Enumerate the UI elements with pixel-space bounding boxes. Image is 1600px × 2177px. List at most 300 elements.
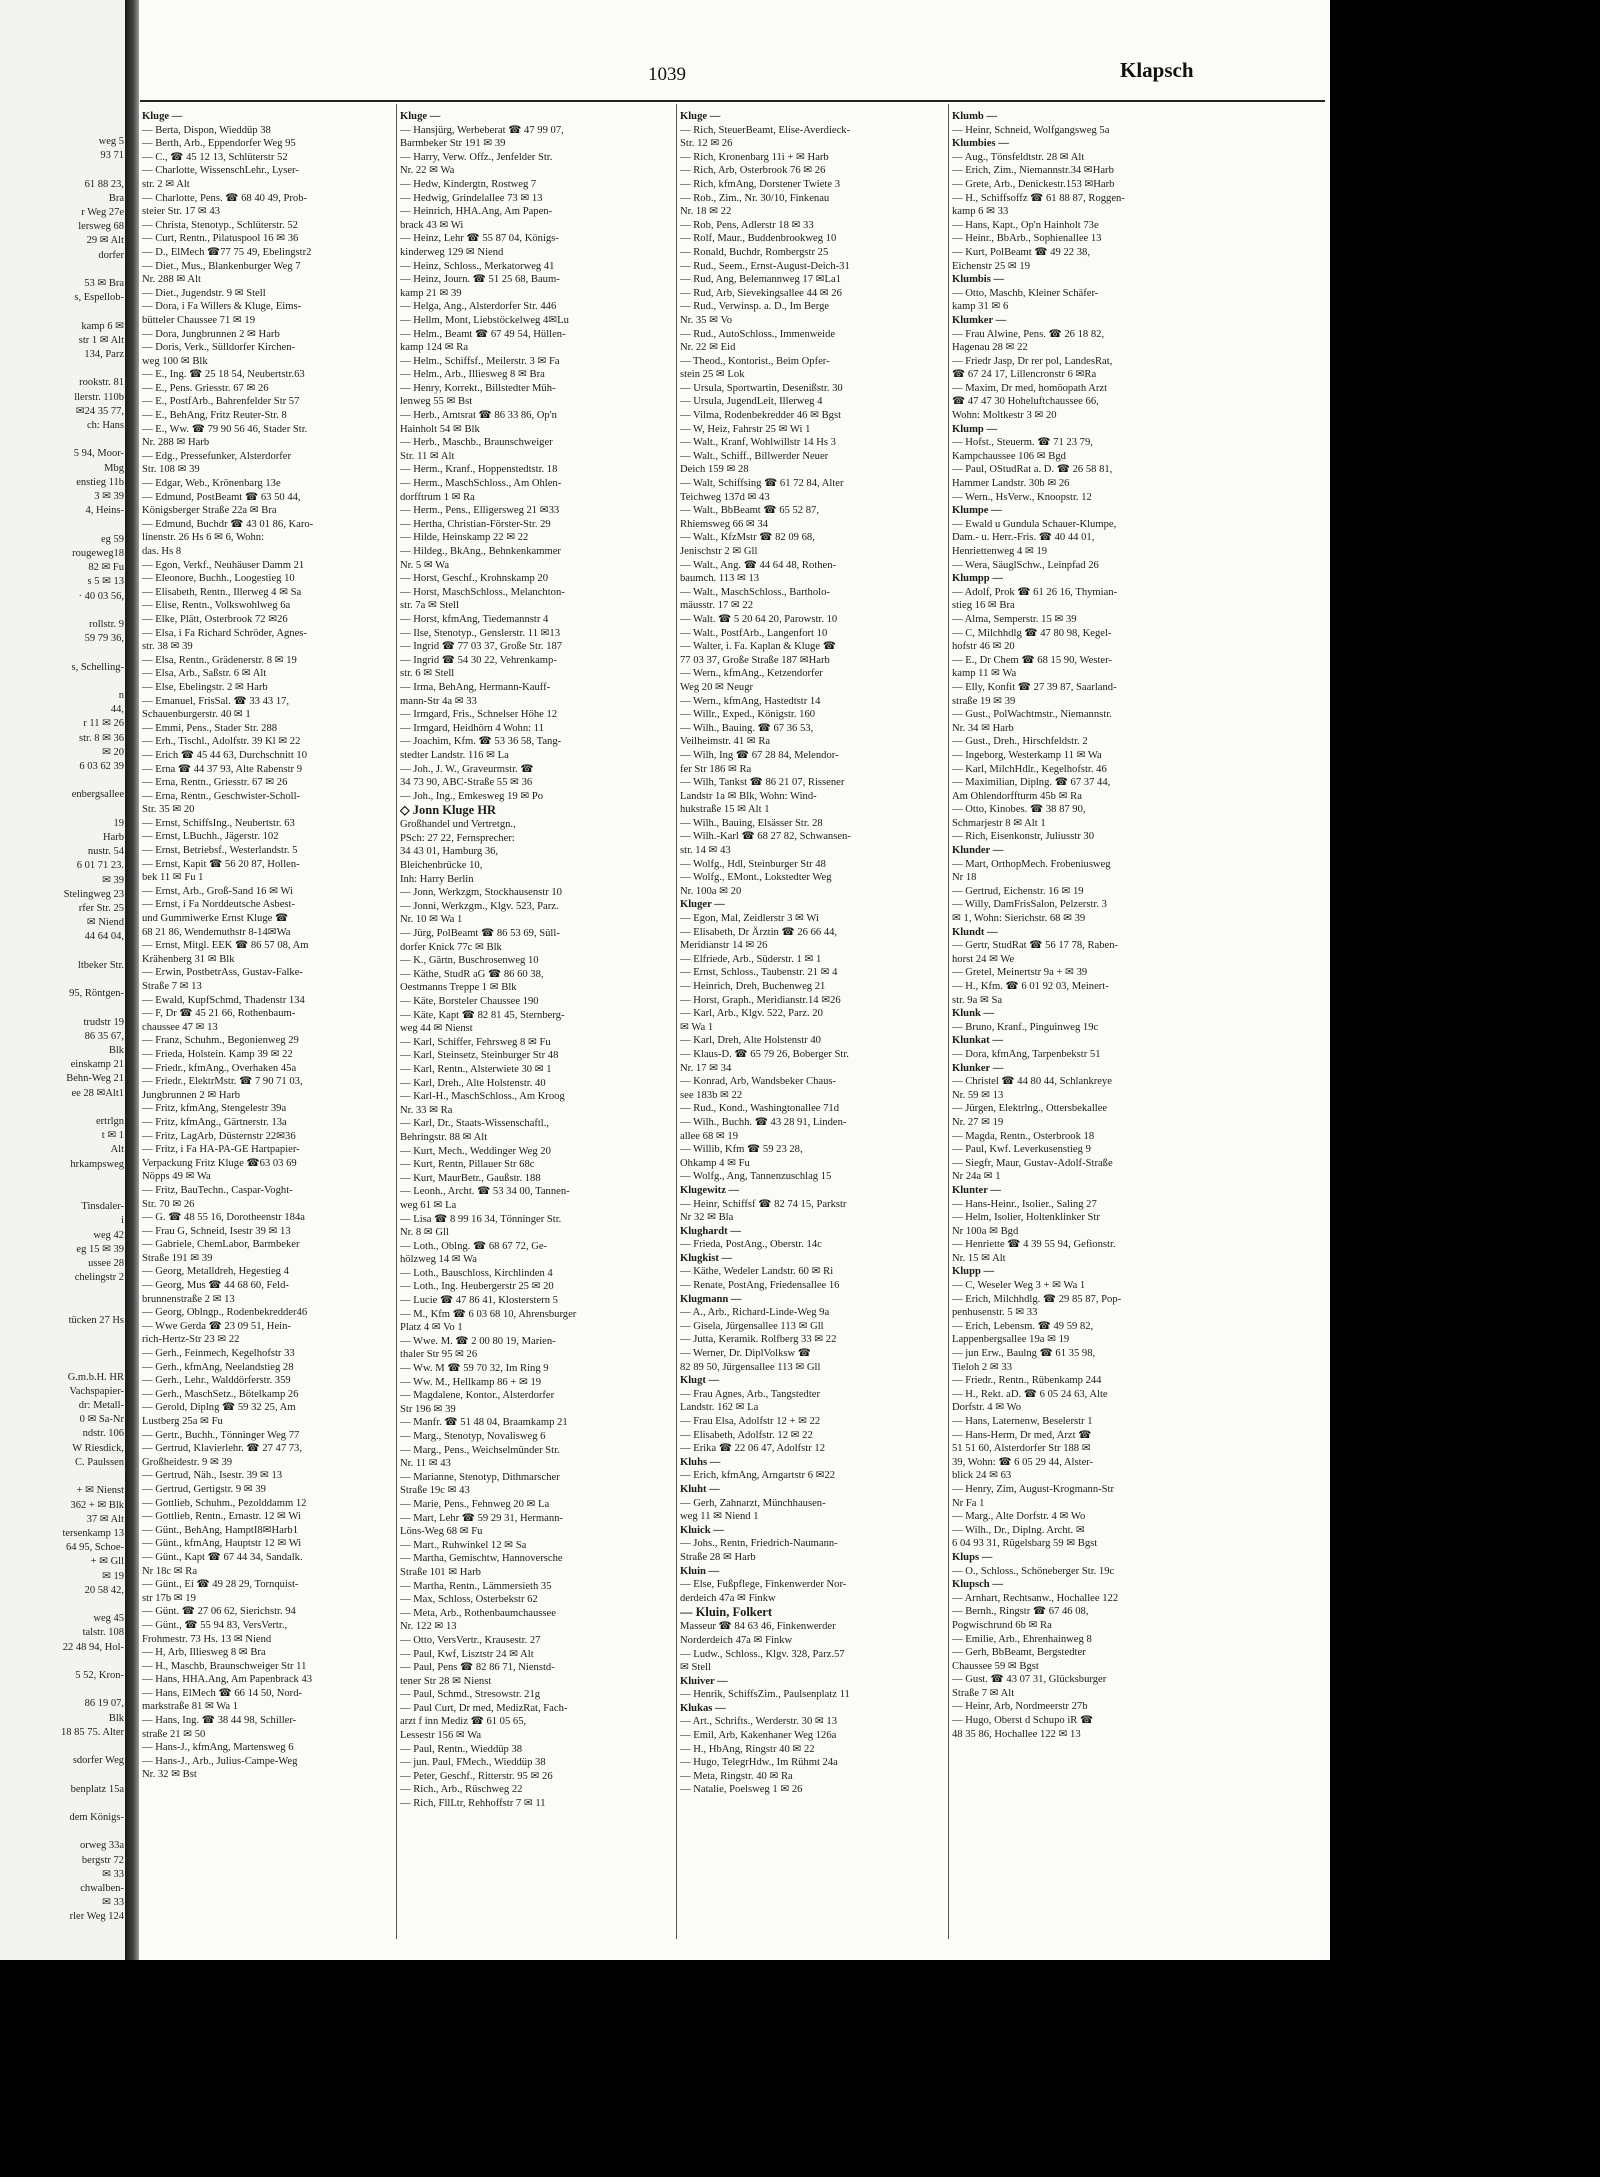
previous-page-fragment: rfer Str. 25 xyxy=(78,902,124,914)
previous-page-fragment: rookstr. 81 xyxy=(79,377,124,389)
directory-entry-line: Nr 32 ✉ Bla xyxy=(680,1212,734,1224)
directory-entry-line: — Diet., Mus., Blankenburger Weg 7 xyxy=(142,260,301,272)
directory-entry-line: — H., HbAng, Ringstr 40 ✉ 22 xyxy=(680,1743,815,1755)
previous-page-fragment xyxy=(2,362,124,376)
previous-page-fragment xyxy=(2,263,124,277)
directory-entry-line: — Walt., Kranf, Wohlwillstr 14 Hs 3 xyxy=(680,437,836,449)
directory-entry-line: — Ilse, Stenotyp., Genslerstr. 11 ✉13 xyxy=(400,627,561,639)
previous-page-fragment: ✉ 19 xyxy=(102,1570,124,1582)
page-number: 1039 xyxy=(648,64,686,85)
directory-entry-line: — Maxim, Dr med, homöopath Arzt xyxy=(952,382,1108,394)
previous-page-fragment: + ✉ Nienst xyxy=(76,1485,124,1497)
previous-page-fragment: 44, xyxy=(110,704,124,716)
directory-entry-line: markstraße 81 ✉ Wa 1 xyxy=(142,1701,239,1713)
surname-heading: Klukas — xyxy=(680,1702,726,1714)
directory-entry-line: Nr. 100a ✉ 20 xyxy=(680,885,742,897)
directory-entry-line: — Willr., Exped., Königstr. 160 xyxy=(680,709,816,721)
surname-heading: Klumpe — xyxy=(952,505,1002,517)
directory-entry-line: — Gottlieb, Schuhm., Pezolddamm 12 xyxy=(142,1497,307,1509)
directory-entry-line: — Rud, Ang, Belemannweg 17 ✉La1 xyxy=(680,274,841,286)
directory-entry-line: — Georg, Metalldreh, Hegestieg 4 xyxy=(142,1266,289,1278)
directory-entry-line: kamp 6 ✉ 33 xyxy=(952,206,1009,218)
directory-entry-line: — Kluin, Folkert xyxy=(680,1605,773,1620)
column-2 xyxy=(400,110,658,1940)
directory-entry-line: — Max, Schloss, Osterbekstr 62 xyxy=(400,1594,538,1606)
directory-entry-line: — Hilde, Heinskamp 22 ✉ 22 xyxy=(400,532,529,544)
directory-entry-line: — Gerh., kfmAng, Neelandstieg 28 xyxy=(142,1361,294,1373)
directory-entry-line: — Elise, Rentn., Volkswohlweg 6a xyxy=(142,600,291,612)
directory-entry-line: hofstr 46 ✉ 20 xyxy=(952,641,1015,653)
directory-entry-line: — Charlotte, Pens. ☎ 68 40 49, Prob- xyxy=(142,192,308,204)
directory-entry-line: — Hans-Heinr., Isolier., Saling 27 xyxy=(952,1198,1097,1210)
directory-entry-line: — Hans, ElMech ☎ 66 14 50, Nord- xyxy=(142,1687,303,1699)
directory-entry-line: Straße 191 ✉ 39 xyxy=(142,1252,213,1264)
directory-entry-line: Lappenbergsallee 19a ✉ 19 xyxy=(952,1334,1070,1346)
previous-page-fragment: r 11 ✉ 26 xyxy=(83,718,124,730)
directory-entry-line: das. Hs 8 xyxy=(142,546,182,557)
directory-entry-line: — C, Milchhdlg ☎ 47 80 98, Kegel- xyxy=(952,627,1112,639)
directory-entry-line: — Paul, Kwf. Leverkusenstieg 9 xyxy=(952,1144,1091,1156)
surname-heading: Klughardt — xyxy=(680,1225,741,1237)
directory-entry-line: — Hertha, Christian-Förster-Str. 29 xyxy=(400,518,551,530)
directory-entry-line: kamp 31 ✉ 6 xyxy=(952,301,1009,313)
directory-entry-line: — Wern., kfmAng, Hastedtstr 14 xyxy=(680,695,821,707)
previous-page-fragment: ✉ Niend xyxy=(86,917,124,929)
directory-entry-line: — Bernh., Ringstr ☎ 67 46 08, xyxy=(952,1606,1089,1618)
directory-entry-line: — E., PostfArb., Bahrenfelder Str 57 xyxy=(142,396,300,408)
directory-entry-line: — Erich, kfmAng, Arngartstr 6 ✉22 xyxy=(680,1470,836,1482)
previous-page-fragment: str 1 ✉ Alt xyxy=(78,334,124,346)
directory-entry-line: — Emil, Arb, Kakenhaner Weg 126a xyxy=(680,1730,837,1742)
surname-heading: Klumbies — xyxy=(952,138,1009,150)
directory-entry-line: Str. 12 ✉ 26 xyxy=(680,138,733,150)
directory-entry-line: — Günt., ☎ 55 94 83, VersVertr., xyxy=(142,1619,288,1631)
directory-entry-line: Henriettenweg 4 ✉ 19 xyxy=(952,546,1048,557)
directory-entry-line: 34 43 01, Hamburg 36, xyxy=(400,846,499,858)
directory-entry-line: Wohn: Moltkestr 3 ✉ 20 xyxy=(952,410,1057,422)
directory-entry-line: — G. ☎ 48 55 16, Dorotheenstr 184a xyxy=(142,1212,305,1224)
directory-entry-line: — Emanuel, FrisSal. ☎ 33 43 17, xyxy=(142,695,290,707)
surname-heading: Klugt — xyxy=(680,1375,720,1387)
directory-entry-line: — Ernst, SchiffsIng., Neubertstr. 63 xyxy=(142,817,295,829)
directory-entry-line: Nr. 18 ✉ 22 xyxy=(680,206,732,218)
directory-entry-line: Nr 100a ✉ Bgd xyxy=(952,1225,1019,1237)
directory-entry-line: — Heinr, Schneid, Wolfgangsweg 5a xyxy=(952,124,1110,136)
directory-entry-line: — Elfriede, Arb., Süderstr. 1 ✉ 1 xyxy=(680,953,822,965)
previous-page-fragment xyxy=(2,1797,124,1811)
previous-page-fragment: 59 79 36, xyxy=(84,633,124,645)
directory-entry-line: — H., Rekt. aD. ☎ 6 05 24 63, Alte xyxy=(952,1388,1108,1400)
previous-page-fragment: llerstr. 110b xyxy=(74,391,124,403)
previous-page-fragment xyxy=(2,1598,124,1612)
column-1 xyxy=(142,110,400,1940)
directory-entry-line: — Diet., Jugendstr. 9 ✉ Stell xyxy=(142,287,266,299)
directory-entry-line: Weg 20 ✉ Neugr xyxy=(680,681,754,693)
previous-page-fragment xyxy=(2,1172,124,1186)
directory-entry-line: — Rich, Arb, Osterbrook 76 ✉ 26 xyxy=(680,165,826,177)
previous-page-fragment: 95, Röntgen- xyxy=(69,988,124,1000)
directory-entry-line: — Paul, Schmd., Stresowstr. 21g xyxy=(400,1689,541,1701)
directory-entry-line: — Paul, OStudRat a. D. ☎ 26 58 81, xyxy=(952,464,1113,476)
directory-entry-line: — Joh., J. W., Graveurmstr. ☎ xyxy=(400,763,534,775)
directory-entry-line: — Ronald, Buchdr, Rombergstr 25 xyxy=(680,246,829,258)
previous-page-fragment: trudstr 19 xyxy=(83,1016,124,1028)
directory-entry-line: stedter Landstr. 116 ✉ La xyxy=(400,749,509,761)
directory-entry-line: — Ernst, Schloss., Taubenstr. 21 ✉ 4 xyxy=(680,967,838,979)
directory-entry-line: — H., Maschb, Braunschweiger Str 11 xyxy=(142,1660,307,1672)
directory-entry-line: — Loth., Bauschloss, Kirchlinden 4 xyxy=(400,1267,553,1279)
directory-entry-line: 48 35 86, Hochallee 122 ✉ 13 xyxy=(952,1728,1081,1740)
directory-entry-line: 68 21 86, Wendemuthstr 8-14✉Wa xyxy=(142,926,291,938)
directory-entry-line: — Helm., Schiffsf., Meilerstr. 3 ✉ Fa xyxy=(400,355,560,367)
directory-entry-line: — Günt., BehAng, HamptI8✉Harb1 xyxy=(142,1524,298,1536)
directory-entry-line: — Hans, Laternenw, Beselerstr 1 xyxy=(952,1416,1093,1427)
directory-entry-line: — Kurt, PolBeamt ☎ 49 22 38, xyxy=(952,246,1090,258)
directory-entry-line: Straße 19c ✉ 43 xyxy=(400,1485,470,1497)
directory-entry-line: — Leonh., Archt. ☎ 53 34 00, Tannen- xyxy=(400,1186,570,1198)
directory-entry-line: — Erwin, PostbetrAss, Gustav-Falke- xyxy=(142,967,303,979)
directory-entry-line: ✉ 1, Wohn: Sierichstr. 68 ✉ 39 xyxy=(952,913,1086,925)
directory-entry-line: — Walt., PostfArb., Langenfort 10 xyxy=(680,627,828,639)
directory-entry-line: — Hedw, Kindergtn, Rostweg 7 xyxy=(400,178,537,190)
directory-entry-line: — Paul, Kwf, Lisztstr 24 ✉ Alt xyxy=(400,1648,534,1660)
previous-page-fragment: kamp 6 ✉ xyxy=(81,320,124,332)
previous-page-fragment: G.m.b.H. HR xyxy=(67,1371,124,1383)
directory-entry-line: — Loth., Ing. Heubergerstr 25 ✉ 20 xyxy=(400,1281,554,1293)
directory-entry-line: — jun. Paul, FMech., Wieddüp 38 xyxy=(400,1757,546,1769)
directory-entry-line: — Fritz, i Fa HA-PA-GE Hartpapier- xyxy=(142,1144,300,1156)
directory-entry-line: ☎ 67 24 17, Lillencronstr 6 ✉Ra xyxy=(952,369,1097,381)
directory-entry-line: — Else, Ebelingstr. 2 ✉ Harb xyxy=(142,681,268,693)
previous-page-fragment xyxy=(2,774,124,788)
directory-entry-line: — Frieda, PostAng., Oberstr. 14c xyxy=(680,1239,822,1251)
directory-entry-line: Frohmestr. 73 Hs. 13 ✉ Niend xyxy=(142,1633,272,1645)
previous-page-fragment: dr: Metall- xyxy=(78,1400,124,1412)
previous-page-fragment: Alt xyxy=(110,1144,124,1156)
directory-entry-line: — Herm., Pens., Elligersweg 21 ✉33 xyxy=(400,505,560,517)
directory-entry-line: Nr. 33 ✉ Ra xyxy=(400,1104,453,1116)
directory-entry-line: Am Ohlendorffturm 45b ✉ Ra xyxy=(952,790,1082,802)
directory-entry-line: str. 2 ✉ Alt xyxy=(142,178,190,190)
directory-entry-line: — Karl, Dreh., Alte Holstenstr. 40 xyxy=(400,1077,546,1089)
directory-entry-line: — Wilh, Tankst ☎ 86 21 07, Rissener xyxy=(680,777,845,789)
directory-entry-line: — Heinr, Arb, Nordmeerstr 27b xyxy=(952,1701,1088,1713)
previous-page-fragment xyxy=(2,604,124,618)
surname-heading: Klunter — xyxy=(952,1184,1001,1196)
directory-entry-line: str. 7a ✉ Stell xyxy=(400,600,459,612)
previous-page-fragment: tücken 27 Hs xyxy=(68,1314,124,1326)
scan-border-bottom xyxy=(0,1960,1600,2177)
directory-entry-line: — Rolf, Maur., Buddenbrookweg 10 xyxy=(680,233,837,245)
directory-entry-line: — Jürgen, Elektrlng., Ottersbekallee xyxy=(952,1103,1108,1115)
directory-entry-line: Straße 101 ✉ Harb xyxy=(400,1566,481,1578)
directory-entry-line: allee 68 ✉ 19 xyxy=(680,1130,739,1142)
directory-entry-line: — Helga, Ang., Alsterdorfer Str. 446 xyxy=(400,301,557,313)
directory-entry-line: — Heinz, Schloss., Merkatorweg 41 xyxy=(400,260,555,272)
directory-entry-line: und Gummiwerke Ernst Kluge ☎ xyxy=(142,913,289,925)
directory-entry-line: Straße 7 ✉ 13 xyxy=(142,981,202,992)
previous-page-fragment: weg 45 xyxy=(93,1613,124,1625)
previous-page-fragment: weg 5 xyxy=(98,136,124,147)
directory-entry-line: — Joachim, Kfm. ☎ 53 36 58, Tang- xyxy=(400,736,562,748)
previous-page-fragment: str. 8 ✉ 36 xyxy=(79,732,124,744)
directory-entry-line: tener Str 28 ✉ Nienst xyxy=(400,1675,492,1687)
previous-page-fragment xyxy=(2,1342,124,1356)
directory-entry-line: — Hugo, Oberst d Schupo iR ☎ xyxy=(952,1715,1094,1727)
previous-page-fragment: chelingstr 2 xyxy=(74,1272,124,1284)
directory-entry-line: baumch. 113 ✉ 13 xyxy=(680,573,760,585)
previous-page-fragment xyxy=(2,1655,124,1669)
previous-page-fragment: 6 01 71 23. xyxy=(76,860,124,872)
directory-entry-line: — Arnhart, Rechtsanw., Hochallee 122 xyxy=(952,1592,1119,1604)
column-divider xyxy=(948,104,949,1939)
previous-page-fragment: s, Schelling- xyxy=(71,661,124,673)
directory-entry-line: — Heinr., BbArb., Sophienallee 13 xyxy=(952,233,1102,245)
directory-entry-line: stieg 16 ✉ Bra xyxy=(952,600,1015,612)
previous-page-fragment xyxy=(2,945,124,959)
directory-entry-line: Inh: Harry Berlin xyxy=(400,873,474,885)
directory-entry-line: — Hans, HHA.Ang, Am Papenbrack 43 xyxy=(142,1674,313,1686)
directory-entry-line: — Gertrud, Eichenstr. 16 ✉ 19 xyxy=(952,885,1084,897)
directory-entry-line: Str. 11 ✉ Alt xyxy=(400,450,455,462)
directory-entry-line: Norderdeich 47a ✉ Finkw xyxy=(680,1634,793,1646)
previous-page-fragment: Blk xyxy=(108,1045,124,1056)
directory-entry-line: — Rud., Kond., Washingtonallee 71d xyxy=(680,1103,840,1115)
directory-entry-line: — Ingrid ☎ 77 03 37, Große Str. 187 xyxy=(400,641,563,653)
directory-entry-line: — Wilh., Dr., Diplng. Archt. ✉ xyxy=(952,1524,1085,1536)
directory-entry-line: — Edmund, PostBeamt ☎ 63 50 44, xyxy=(142,491,301,503)
previous-page-fragment: nustr. 54 xyxy=(87,846,124,858)
directory-entry-line: hukstraße 15 ✉ Alt 1 xyxy=(680,804,770,816)
directory-entry-line: — Rich., Arb., Rüschweg 22 xyxy=(400,1784,523,1796)
directory-entry-line: weg 11 ✉ Niend 1 xyxy=(680,1511,759,1523)
previous-page-fragment: 19 xyxy=(113,817,124,829)
directory-entry-line: — Gerh., Feinmech, Kegelhofstr 33 xyxy=(142,1348,295,1360)
directory-entry-line: — Magdalene, Kontor., Alsterdorfer xyxy=(400,1390,555,1402)
previous-page-fragment: orweg 33a xyxy=(79,1840,124,1852)
previous-page-fragment xyxy=(2,1470,124,1484)
directory-entry-line: — Frau Alwine, Pens. ☎ 26 18 82, xyxy=(952,328,1105,340)
directory-entry-line: ✉ Wa 1 xyxy=(680,1021,714,1033)
directory-entry-line: — Günt., kfmAng, Hauptstr 12 ✉ Wi xyxy=(142,1538,302,1550)
previous-page-fragment: tersenkamp 13 xyxy=(62,1527,124,1539)
previous-page-fragment: talstr. 108 xyxy=(82,1627,124,1639)
previous-page-fragment xyxy=(2,1285,124,1299)
previous-page-fragment: Tinsdaler- xyxy=(81,1201,124,1213)
directory-entry-line: — Käthe, Wedeler Landstr. 60 ✉ Ri xyxy=(680,1266,834,1278)
directory-entry-line: Straße 7 ✉ Alt xyxy=(952,1687,1015,1699)
directory-entry-line: — Horst, Geschf., Krohnskamp 20 xyxy=(400,573,548,585)
previous-page-fragment: 0 ✉ Sa-Nr xyxy=(79,1414,124,1426)
directory-entry-line: — Marg., Alte Dorfstr. 4 ✉ Wo xyxy=(952,1511,1086,1523)
previous-page-fragment: Stelingweg 23 xyxy=(63,888,124,900)
directory-entry-line: — Jutta, Keramik. Rolfberg 33 ✉ 22 xyxy=(680,1334,837,1346)
directory-entry-line: — Mart, OrthopMech. Frobeniusweg xyxy=(952,858,1111,870)
directory-entry-line: — Herm., MaschSchloss., Am Ohlen- xyxy=(400,478,562,490)
directory-entry-line: Schmarjestr 8 ✉ Alt 1 xyxy=(952,817,1046,829)
previous-page-fragment: Bra xyxy=(108,192,124,204)
directory-entry-line: — E., BehAng, Fritz Reuter-Str. 8 xyxy=(142,410,287,422)
surname-heading: Klunkat — xyxy=(952,1035,1003,1047)
directory-entry-line: — Rob, Pens, Adlerstr 18 ✉ 33 xyxy=(680,219,814,231)
directory-entry-line: — Maximilian, Diplng. ☎ 67 37 44, xyxy=(952,777,1111,789)
directory-entry-line: — Frieda, Holstein. Kamp 39 ✉ 22 xyxy=(142,1048,293,1060)
directory-entry-line: — Konrad, Arb, Wandsbeker Chaus- xyxy=(680,1076,837,1088)
directory-entry-line: — Hugo, TelegrHdw., Im Rühmt 24a xyxy=(680,1757,838,1769)
previous-page-fragment: Mbg xyxy=(104,462,124,474)
previous-page-fragment: 4, Heins- xyxy=(85,505,124,517)
directory-entry-line: — Ingeborg, Westerkamp 11 ✉ Wa xyxy=(952,749,1102,761)
directory-entry-line: Nr. 15 ✉ Alt xyxy=(952,1252,1006,1264)
directory-entry-line: — Rud., AutoSchloss., Immenweide xyxy=(680,328,836,340)
directory-entry-line: — Klaus-D. ☎ 65 79 26, Boberger Str. xyxy=(680,1048,849,1060)
directory-entry-line: — Karl, Dreh, Alte Holstenstr 40 xyxy=(680,1035,821,1047)
directory-entry-line: — Jonni, Werkzgm., Klgv. 523, Parz. xyxy=(400,900,559,912)
directory-entry-line: — Henriette ☎ 4 39 55 94, Gefionstr. xyxy=(952,1239,1116,1251)
directory-entry-line: — Herb., Amtsrat ☎ 86 33 86, Op'n xyxy=(400,410,557,422)
previous-page-fragment: ✉ 39 xyxy=(102,874,124,886)
directory-entry-line: — Hans-J., Arb., Julius-Campe-Weg xyxy=(142,1755,298,1767)
directory-entry-line: stein 25 ✉ Lok xyxy=(680,369,745,381)
directory-entry-line: — Käthe, StudR aG ☎ 86 60 38, xyxy=(400,968,544,980)
directory-entry-line: — Gust., Dreh., Hirschfeldstr. 2 xyxy=(952,736,1088,748)
directory-entry-line: — Walt., Schiff., Billwerder Neuer xyxy=(680,450,829,462)
directory-entry-line: thaler Str 95 ✉ 26 xyxy=(400,1349,478,1361)
directory-entry-line: — Heinz, Lehr ☎ 55 87 04, Königs- xyxy=(400,233,559,245)
directory-entry-line: Nr. 10 ✉ Wa 1 xyxy=(400,914,463,926)
directory-entry-line: — Elsa, i Fa Richard Schröder, Agnes- xyxy=(142,627,307,639)
directory-entry-line: str. 14 ✉ 43 xyxy=(680,845,731,857)
previous-page-fragment xyxy=(2,305,124,319)
directory-entry-line: — Kurt, MaurBetr., Gaußstr. 188 xyxy=(400,1172,541,1184)
directory-entry-line: Lustberg 25a ✉ Fu xyxy=(142,1416,223,1427)
previous-page-fragment: 5 52, Kron- xyxy=(75,1669,124,1681)
surname-heading: Klups — xyxy=(952,1551,993,1563)
directory-entry-line: Dam.- u. Herr.-Fris. ☎ 40 44 01, xyxy=(952,532,1095,544)
directory-entry-line: Hagenau 28 ✉ 22 xyxy=(952,342,1028,354)
directory-entry-line: derdeich 47a ✉ Finkw xyxy=(680,1592,776,1604)
previous-page-fragment: rollstr. 9 xyxy=(88,618,124,630)
directory-entry-line: Kampchaussee 106 ✉ Bgd xyxy=(952,450,1066,462)
directory-entry-line: 51 51 60, Alsterdorfer Str 188 ✉ xyxy=(952,1443,1091,1455)
previous-page-fragment xyxy=(2,1683,124,1697)
directory-entry-line: Nr 18 xyxy=(952,872,977,884)
directory-entry-line: — Willy, DamFrisSalon, Pelzerstr. 3 xyxy=(952,899,1107,911)
directory-entry-line: — Paul, Pens ☎ 82 86 71, Nienstd- xyxy=(400,1662,555,1674)
directory-entry-line: Dorfstr. 4 ✉ Wo xyxy=(952,1402,1022,1414)
directory-entry-line: — Egon, Mal, Zeidlerstr 3 ✉ Wi xyxy=(680,913,819,925)
directory-entry-line: — Irmgard, Fris., Schnelser Höhe 12 xyxy=(400,709,558,721)
previous-page-fragment: C. Paulssen xyxy=(74,1456,124,1468)
directory-entry-line: — Hans, Ing. ☎ 38 44 98, Schiller- xyxy=(142,1715,297,1727)
column-divider xyxy=(676,104,677,1939)
previous-page-fragment: chwalben- xyxy=(80,1882,124,1894)
directory-entry-line: — Walt., MaschSchloss., Bartholo- xyxy=(680,586,830,598)
directory-entry-line: — Wwe. M. ☎ 2 00 80 19, Marien- xyxy=(400,1335,556,1347)
previous-page-fragment: ✉24 35 77, xyxy=(75,405,124,417)
directory-entry-line: — Otto, Kinobes. ☎ 38 87 90, xyxy=(952,804,1086,816)
book-gutter xyxy=(125,0,139,1960)
directory-entry-line: — Heinrich, HHA.Ang, Am Papen- xyxy=(400,206,553,218)
directory-entry-line: straße 19 ✉ 39 xyxy=(952,695,1016,707)
directory-entry-line: — Friedr Jasp, Dr rer pol, LandesRat, xyxy=(952,355,1113,367)
directory-entry-line: — Erich, Zim., Niemannstr.34 ✉Harb xyxy=(952,165,1114,177)
directory-entry-line: PSch: 27 22, Fernsprecher: xyxy=(400,832,515,844)
previous-page-fragment xyxy=(2,1101,124,1115)
previous-page-fragment: ✉ 33 xyxy=(102,1897,124,1909)
previous-page-fragment: hrkampsweg xyxy=(70,1158,124,1170)
directory-entry-line: Nr. 122 ✉ 13 xyxy=(400,1621,457,1633)
directory-entry-line: — Erich, Milchhdlg. ☎ 29 85 87, Pop- xyxy=(952,1293,1122,1305)
directory-entry-line: Veilheimstr. 41 ✉ Ra xyxy=(680,736,771,748)
directory-entry-line: — Gerold, Diplng ☎ 59 32 25, Am xyxy=(142,1402,296,1414)
previous-page-fragment xyxy=(2,675,124,689)
directory-entry-line: — Hellm, Mont, Liebstöckelweg 4✉Lu xyxy=(400,314,569,326)
previous-page-fragment: r Weg 27e xyxy=(81,207,124,219)
directory-entry-line: — Karl, Arb., Klgv. 522, Parz. 20 xyxy=(680,1008,823,1020)
previous-page-fragment: 82 ✉ Fu xyxy=(88,562,124,574)
directory-entry-line: chaussee 47 ✉ 13 xyxy=(142,1021,218,1033)
directory-entry-line: — Meta, Arb., Rothenbaumchaussee xyxy=(400,1607,556,1619)
directory-entry-line: — Marianne, Stenotyp, Dithmarscher xyxy=(400,1471,560,1483)
previous-page-fragment xyxy=(2,433,124,447)
directory-entry-line: — Horst, kfmAng, Tiedemannstr 4 xyxy=(400,613,549,625)
directory-entry-line: mäusstr. 17 ✉ 22 xyxy=(680,600,754,612)
directory-entry-line: — Henry, Korrekt., Billstedter Müh- xyxy=(400,382,556,394)
directory-entry-line: — Otto, VersVertr., Krausestr. 27 xyxy=(400,1634,541,1646)
surname-heading: Klugewitz — xyxy=(680,1184,740,1196)
previous-page-edge xyxy=(0,0,125,1960)
directory-entry-line: Nr. 27 ✉ 19 xyxy=(952,1116,1004,1128)
directory-entry-line: — Marg., Stenotyp, Novalisweg 6 xyxy=(400,1431,546,1442)
directory-entry-line: — Walt., Ang. ☎ 44 64 48, Rothen- xyxy=(680,559,837,571)
directory-entry-line: horst 24 ✉ We xyxy=(952,953,1015,965)
previous-page-fragment: 362 + ✉ Blk xyxy=(70,1499,124,1511)
directory-entry-line: Ohkamp 4 ✉ Fu xyxy=(680,1157,750,1169)
directory-entry-line: — H., Schiffsoffz ☎ 61 88 87, Roggen- xyxy=(952,192,1125,204)
directory-entry-line: — Gust., PolWachtmstr., Niemannstr. xyxy=(952,709,1112,721)
directory-entry-line: Lessestr 156 ✉ Wa xyxy=(400,1730,482,1742)
directory-entry-line: — Edgar, Web., Krönenbarg 13e xyxy=(142,478,281,490)
directory-entry-line: — Walt, Schiffsing ☎ 61 72 84, Alter xyxy=(680,478,844,490)
previous-page-fragment xyxy=(2,1768,124,1782)
directory-entry-line: Nr. 288 ✉ Alt xyxy=(142,274,201,286)
previous-page-fragment: Vachspapier- xyxy=(69,1385,124,1397)
directory-entry-line: Rhiemsweg 66 ✉ 34 xyxy=(680,518,769,530)
directory-entry-line: 34 73 90, ABC-Straße 55 ✉ 36 xyxy=(400,777,533,789)
directory-entry-line: Str. 35 ✉ 20 xyxy=(142,804,195,816)
previous-page-fragment xyxy=(2,1356,124,1370)
previous-page-fragment xyxy=(2,518,124,532)
surname-heading: Klunk — xyxy=(952,1008,995,1020)
directory-entry-line: — Gerh, BbBeamt, Bergstedter xyxy=(952,1647,1086,1659)
previous-page-fragment: eg 59 xyxy=(100,533,124,545)
directory-entry-line: — Gretel, Meinertstr 9a + ✉ 39 xyxy=(952,967,1088,979)
surname-heading: Klumbis — xyxy=(952,274,1005,286)
previous-page-fragment: enstieg 11b xyxy=(76,476,124,488)
directory-entry-line: — Else, Fußpflege, Finkenwerder Nor- xyxy=(680,1579,847,1591)
directory-entry-line: — Dora, i Fa Willers & Kluge, Eims- xyxy=(142,301,302,313)
directory-entry-line: — Friedr., ElektrMstr. ☎ 7 90 71 03, xyxy=(142,1076,303,1088)
directory-entry-line: — Hansjürg, Werbeberat ☎ 47 99 07, xyxy=(400,124,564,136)
previous-page-fragment xyxy=(2,1328,124,1342)
directory-entry-line: — Karl, Schiffer, Fehrsweg 8 ✉ Fu xyxy=(400,1036,551,1048)
previous-page-fragment: 18 85 75. Alter xyxy=(61,1726,124,1738)
previous-page-fragment: i xyxy=(121,1215,124,1227)
directory-entry-line: dorfer Knick 77c ✉ Blk xyxy=(400,941,502,953)
directory-entry-line: — Meta, Ringstr. 40 ✉ Ra xyxy=(680,1770,793,1782)
directory-entry-line: — M., Kfm ☎ 6 03 68 10, Ahrensburger xyxy=(400,1308,577,1320)
